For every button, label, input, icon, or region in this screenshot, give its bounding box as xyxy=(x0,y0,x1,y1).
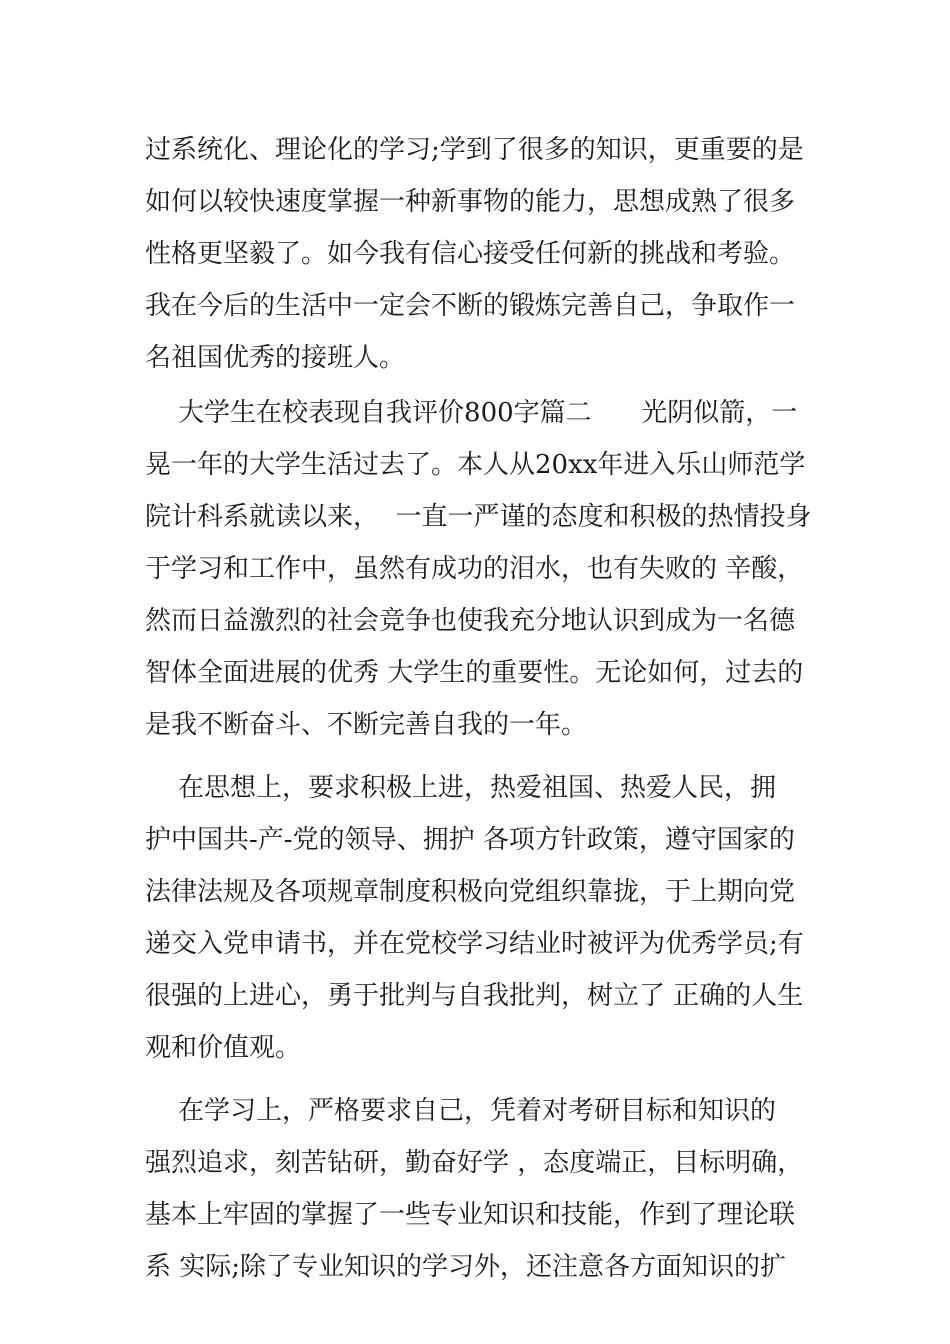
text-line: 性格更坚毅了。如今我有信心接受任何新的挑战和考验。 xyxy=(145,239,796,269)
text-line: 基本上牢固的掌握了一些专业知识和技能，作到了理论联 xyxy=(145,1200,796,1230)
text-line: 是我不断奋斗、不断完善自我的一年。 xyxy=(145,710,588,740)
text-line: 系 实际;除了专业知识的学习外，还注意各方面知识的扩 xyxy=(145,1252,787,1282)
text-line: 过系统化、理论化的学习;学到了很多的知识，更重要的是 xyxy=(145,135,804,165)
text-line: 在学习上，严格要求自己，凭着对考研目标和知识的 xyxy=(145,1096,777,1126)
text-line: 护中国共-产-党的领导、拥护 各项方针政策，遵守国家的 xyxy=(145,825,795,855)
text-line: 我在今后的生活中一定会不断的锻炼完善自己，争取作一 xyxy=(145,291,796,321)
text-line: 观和价值观。 xyxy=(145,1033,302,1063)
text-line: 法律法规及各项规章制度积极向党组织靠拢，于上期向党 xyxy=(145,877,796,907)
text-line: 在思想上，要求积极上进，热爱祖国、热爱人民，拥 xyxy=(145,773,777,803)
text-line: 晃一年的大学生活过去了。本人从20xx年进入乐山师范学 xyxy=(145,450,806,480)
text-line: 于学习和工作中，虽然有成功的泪水，也有失败的 辛酸， xyxy=(145,554,804,584)
text-line: 很强的上进心，勇于批判与自我批判，树立了 正确的人生 xyxy=(145,981,804,1011)
text-line: 大学生在校表现自我评价800字篇二 光阴似箭，一 xyxy=(145,398,798,428)
text-line: 院计科系就读以来， 一直一严谨的态度和积极的热情投身 xyxy=(145,502,812,532)
text-line: 递交入党申请书，并在党校学习结业时被评为优秀学员;有 xyxy=(145,929,804,959)
text-line: 然而日益激烈的社会竞争也使我充分地认识到成为一名德 xyxy=(145,606,796,636)
text-line: 如何以较快速度掌握一种新事物的能力，思想成熟了很多 xyxy=(145,187,796,217)
text-line: 名祖国优秀的接班人。 xyxy=(145,343,406,373)
text-line: 智体全面进展的优秀 大学生的重要性。无论如何，过去的 xyxy=(145,658,804,688)
text-line: 强烈追求，刻苦钻研，勤奋好学 ，态度端正，目标明确， xyxy=(145,1148,804,1178)
